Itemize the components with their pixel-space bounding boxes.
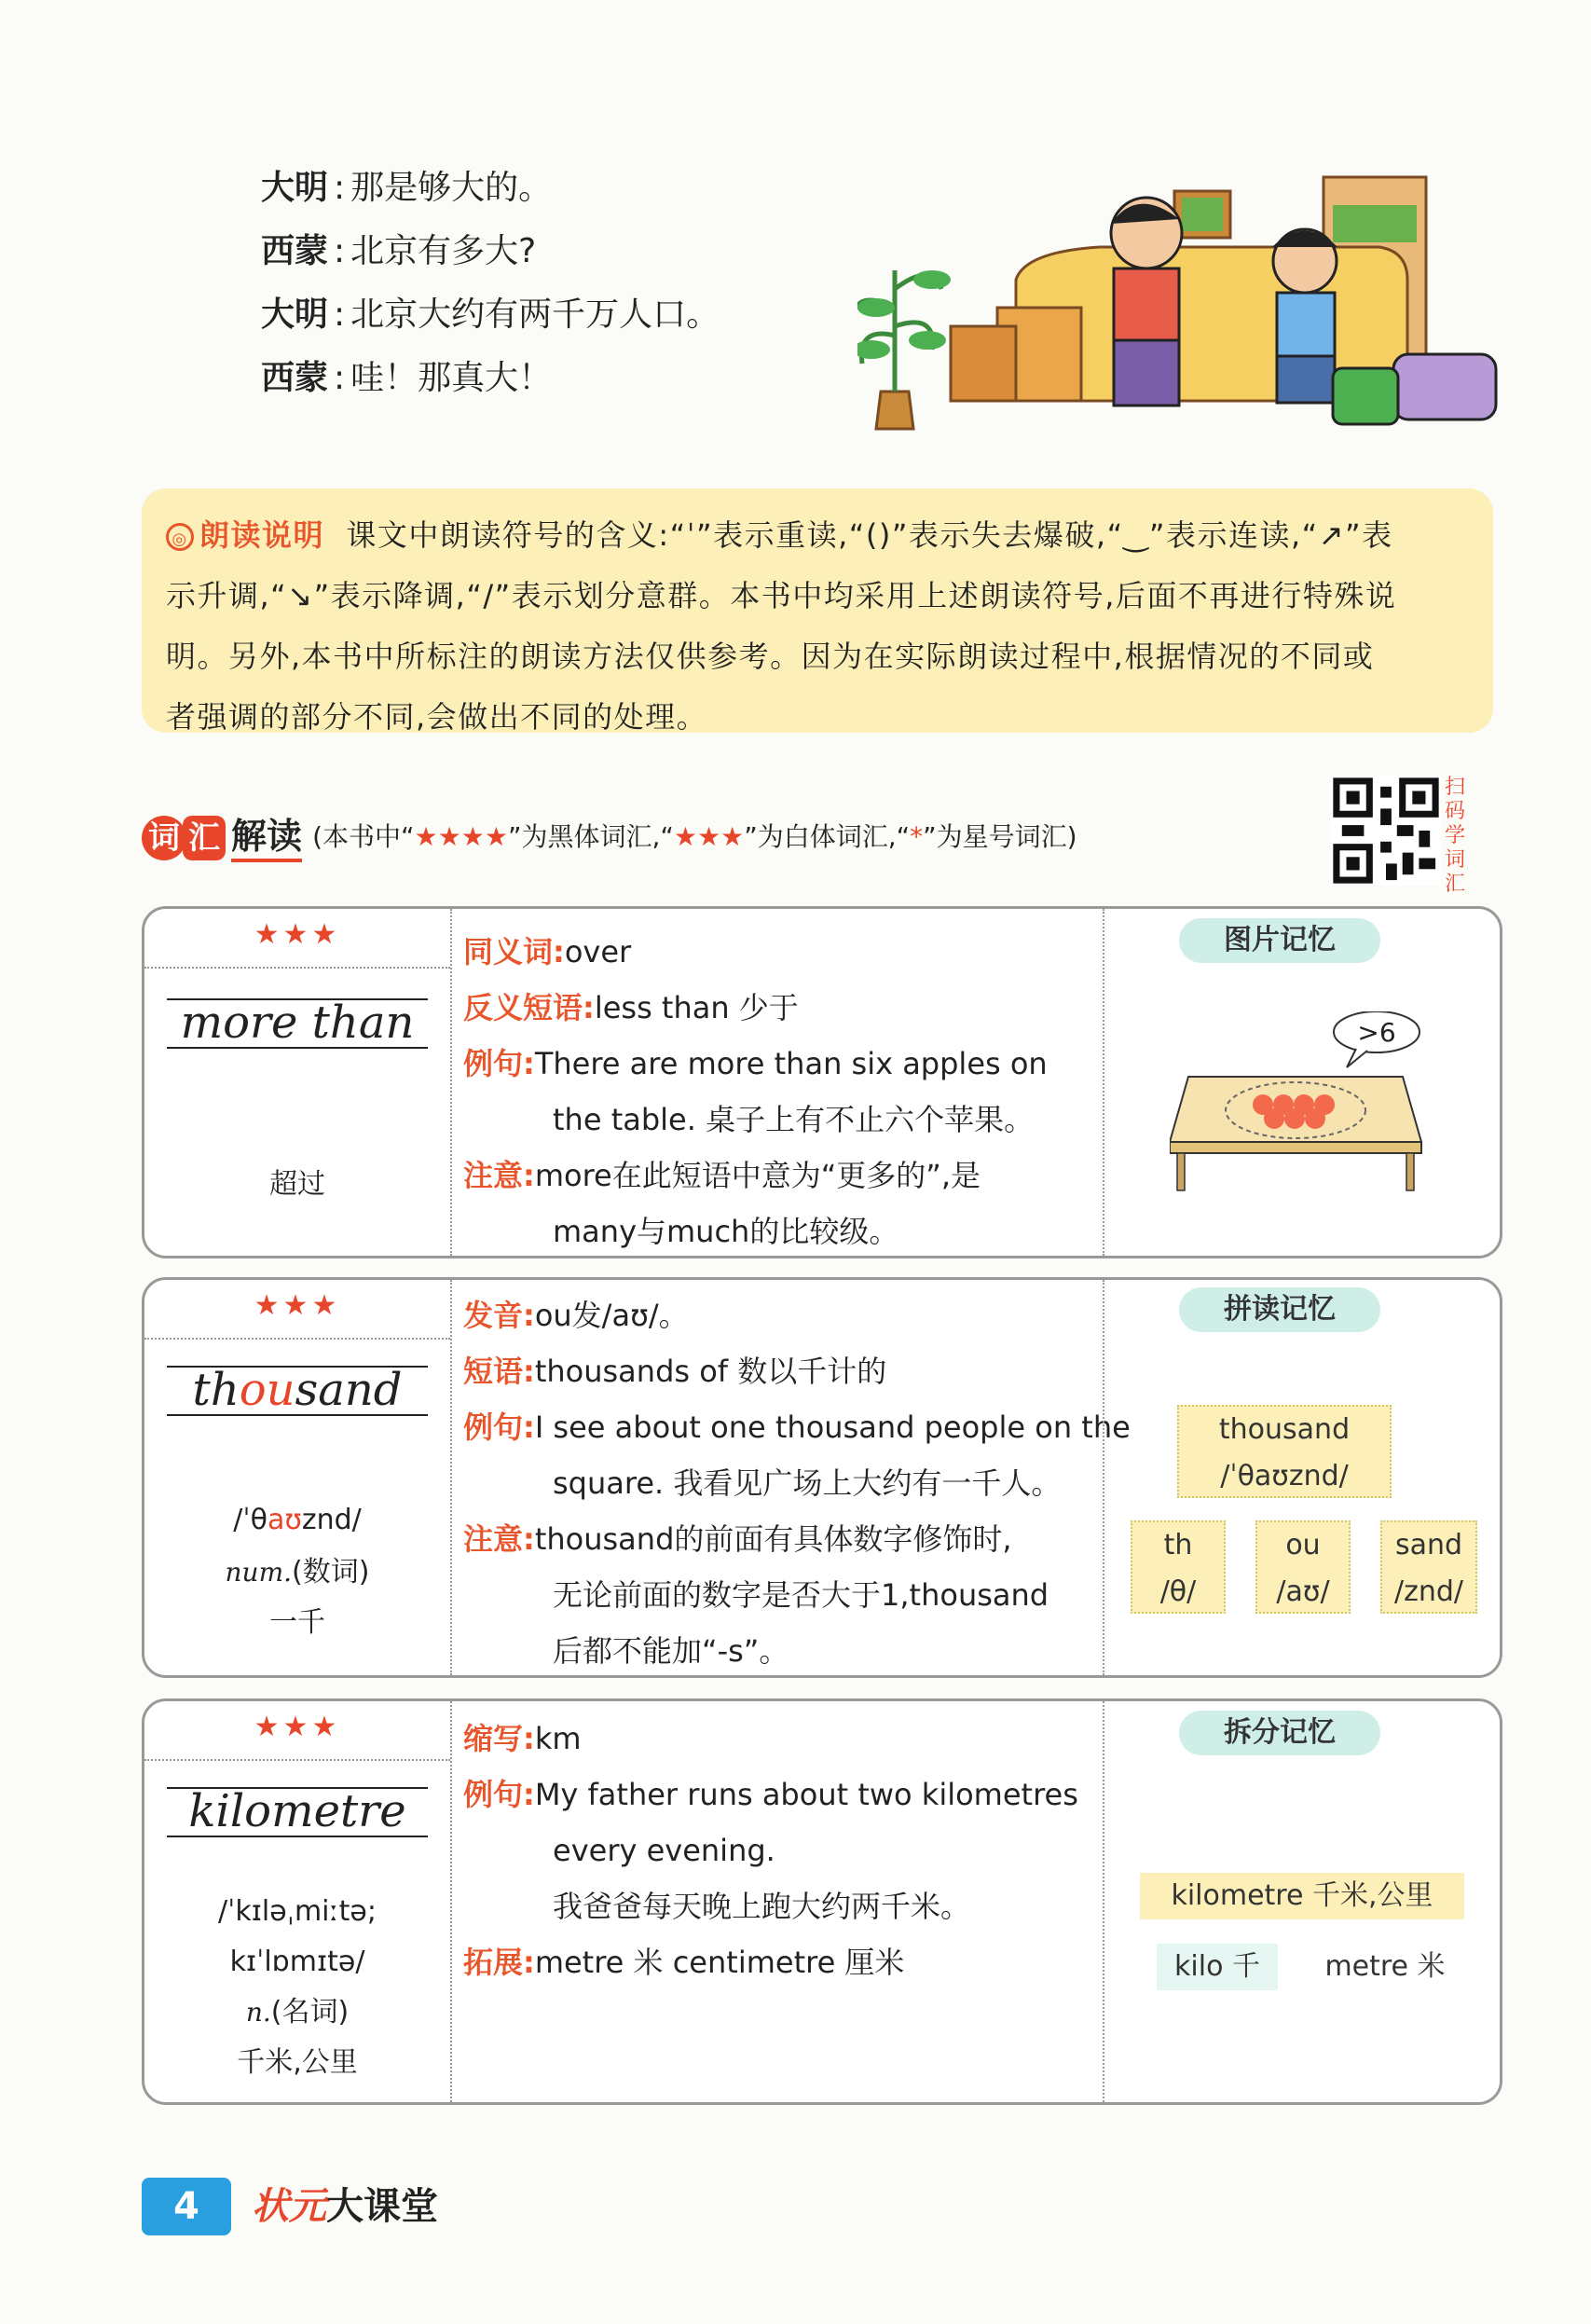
reading-note: [142, 488, 1493, 733]
divider: [144, 1759, 450, 1761]
phonetic: /ˈkɪləˌmiːtə;: [218, 1895, 377, 1928]
word-column: [144, 909, 452, 1256]
explanation-row: 例句:There are more than six apples on: [463, 1046, 1048, 1081]
explanation-row: 拓展:metre 米 centimetre 厘米: [463, 1945, 905, 1980]
line-text: 北京大约有两千万人口。: [350, 296, 720, 334]
explanation-row: 注意:thousand的前面有具体数字修饰时,: [463, 1521, 1012, 1557]
syllable-part: sand /znd/: [1380, 1520, 1477, 1614]
memory-title: 拼读记忆: [1179, 1287, 1380, 1332]
speaker: 大明: [261, 169, 329, 207]
divider: [144, 1338, 450, 1340]
line-text: 北京有多大?: [350, 232, 537, 270]
dialogue-line: 大明 : 北京大约有两千万人口。: [261, 296, 720, 334]
word-column: [144, 1701, 452, 2102]
explanation-column: [463, 924, 1097, 1259]
dialogue: [261, 157, 820, 410]
vocab-legend: (本书中“★★★★”为黑体词汇,“★★★”为白体词汇,“*”为星号词汇): [312, 820, 1077, 852]
split-part: metre 米: [1324, 1950, 1446, 1983]
speaker: 大明: [261, 296, 329, 334]
dialogue-line: 西蒙 : 哇！那真大！: [261, 359, 553, 397]
divider: [144, 967, 450, 969]
explanation-row: 例句:I see about one thousand people on the: [463, 1410, 1131, 1445]
explanation-row: 短语:thousands of 数以千计的: [463, 1354, 887, 1389]
phonetic: kɪˈlɒmɪtə/: [229, 1946, 365, 1978]
writing-line: [167, 1836, 428, 1837]
word-column: [144, 1280, 452, 1675]
note-title: ◎ 朗读说明: [166, 517, 324, 553]
speaker: 西蒙: [261, 232, 329, 270]
part-of-speech: n.(名词): [245, 1996, 350, 2028]
note-text: 课文中朗读符号的含义:“ˈ”表示重读,“()”表示失去爆破,“‿”表示连读,“↗”表: [346, 517, 1393, 553]
explanation-row: 缩写:km: [463, 1721, 582, 1756]
word-meaning: 超过: [269, 1168, 325, 1201]
apples-on-table-image: [1170, 1011, 1431, 1198]
split-part: kilo 千: [1157, 1944, 1278, 1990]
explanation-column: [463, 1287, 1131, 1679]
headword: kilometre: [188, 1785, 406, 1837]
explanation-row: 发音:ou发/aʊ/。: [463, 1298, 689, 1333]
explanation-row: 无论前面的数字是否大于1,thousand: [553, 1577, 1049, 1613]
explanation-column: [463, 1711, 1097, 1990]
part-of-speech: num.(数词): [225, 1556, 370, 1588]
star-rating: ★★★: [254, 918, 341, 951]
writing-line: [167, 1047, 428, 1049]
explanation-row: many与much的比较级。: [553, 1214, 899, 1249]
vocab-card-thousand: [142, 1277, 1502, 1678]
split-whole: kilometre 千米,公里: [1140, 1873, 1464, 1919]
explanation-row: the table. 桌子上有不止六个苹果。: [553, 1102, 1035, 1137]
explanation-row: 例句:My father runs about two kilometres: [463, 1777, 1078, 1812]
page-number: 4: [142, 2178, 231, 2235]
qr-caption: 扫码学词汇: [1445, 776, 1466, 896]
syllable-box: thousand /ˈθaʊznd/: [1177, 1405, 1392, 1498]
note-icon: ◎: [166, 523, 194, 551]
explanation-row: 反义短语:less than 少于: [463, 990, 799, 1025]
explanation-row: 我爸爸每天晚上跑大约两千米。: [553, 1889, 971, 1924]
syllable-part: th /θ/: [1131, 1520, 1226, 1614]
living-room-illustration: [857, 149, 1510, 447]
explanation-row: square. 我看见广场上大约有一千人。: [553, 1465, 1062, 1501]
explanation-row: 后都不能加“-s”。: [553, 1633, 789, 1669]
explanation-row: 同义词:over: [463, 934, 632, 969]
memory-title: 图片记忆: [1179, 918, 1380, 963]
line-text: 那是够大的。: [350, 169, 553, 207]
phonetic: /ˈθaʊznd/: [233, 1504, 362, 1536]
vocab-card-kilometre: [142, 1698, 1502, 2105]
svg-text:>6: >6: [1357, 1017, 1396, 1048]
headword: thousand: [192, 1364, 403, 1416]
word-meaning: 一千: [269, 1606, 325, 1639]
word-meaning: 千米,公里: [237, 2046, 358, 2079]
explanation-row: every evening.: [553, 1833, 775, 1868]
syllable-part: ou /aʊ/: [1255, 1520, 1351, 1614]
qr-code-icon[interactable]: [1331, 776, 1441, 886]
vocab-header: [142, 807, 1353, 863]
brand-logo: 状元大课堂: [252, 2185, 438, 2228]
note-line: [166, 505, 1469, 566]
vocab-card-more-than: [142, 906, 1502, 1258]
note-line: 示升调,“↘”表示降调,“/”表示划分意群。本书中均采用上述朗读符号,后面不再进行特殊说: [166, 578, 1397, 613]
explanation-row: 注意:more在此短语中意为“更多的”,是: [463, 1158, 981, 1193]
star-rating: ★★★: [254, 1289, 341, 1322]
memory-title: 拆分记忆: [1179, 1711, 1380, 1755]
note-line: 明。另外,本书中所标注的朗读方法仅供参考。因为在实际朗读过程中,根据情况的不同或: [166, 639, 1375, 674]
vocab-badge: 词 汇 解读: [142, 807, 302, 862]
dialogue-line: 西蒙 : 北京有多大?: [261, 232, 537, 270]
headword: more than: [180, 997, 415, 1049]
note-line: 者强调的部分不同,会做出不同的处理。: [166, 699, 708, 735]
writing-line: [167, 1414, 428, 1416]
line-text: 哇！那真大！: [350, 359, 553, 397]
star-rating: ★★★: [254, 1711, 341, 1743]
dialogue-line: 大明 : 那是够大的。: [261, 169, 553, 207]
speaker: 西蒙: [261, 359, 329, 397]
